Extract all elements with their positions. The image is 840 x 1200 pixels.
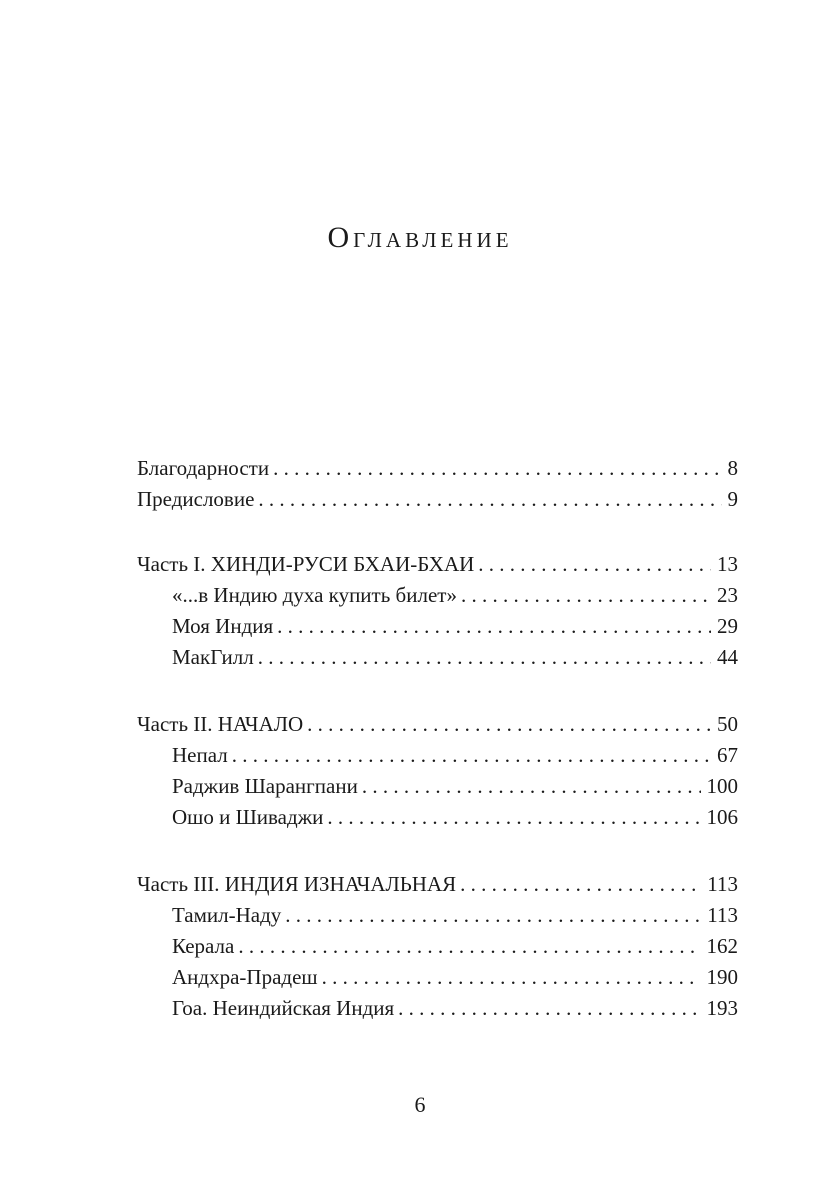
toc-entry: [137, 611, 738, 642]
toc-part-heading-3: [137, 869, 738, 900]
dot-leader: [277, 611, 711, 642]
toc-entry-preface: [137, 484, 738, 515]
toc-entry: [137, 931, 738, 962]
dot-leader: [327, 802, 700, 833]
toc-entry-page: 67: [717, 743, 738, 767]
toc-entry-page: 100: [706, 774, 738, 798]
toc-entry-page: 193: [706, 996, 738, 1020]
toc-part-heading-1: [137, 549, 738, 580]
toc-entry: [137, 802, 738, 833]
dot-leader: [478, 549, 711, 580]
toc-entry-page: 23: [717, 583, 738, 607]
dot-leader: [460, 869, 701, 900]
toc-entry-label: Часть I. ХИНДИ-РУСИ БХАИ-БХАИ: [137, 552, 475, 576]
toc-entry-label: Тамил-Наду: [172, 903, 282, 927]
toc-entry-label: Керала: [172, 934, 235, 958]
dot-leader: [307, 709, 711, 740]
dot-leader: [322, 962, 701, 993]
toc-entry: [137, 580, 738, 611]
toc-entry-page: 13: [717, 552, 738, 576]
toc-entry-label: Ошо и Шиваджи: [172, 805, 324, 829]
section-gap: [137, 515, 738, 549]
dot-leader: [362, 771, 701, 802]
toc-entry-page: 9: [727, 487, 738, 511]
toc-entry-label: Гоа. Неиндийская Индия: [172, 996, 395, 1020]
dot-leader: [273, 453, 721, 484]
toc-entry-label: Раджив Шарангпани: [172, 774, 358, 798]
dot-leader: [232, 740, 711, 771]
toc-entry-page: 44: [717, 645, 738, 669]
dot-leader: [258, 642, 711, 673]
section-gap: [137, 833, 738, 869]
toc-entry: [137, 771, 738, 802]
toc-entry-label: Часть II. НАЧАЛО: [137, 712, 304, 736]
dot-leader: [461, 580, 711, 611]
toc-entry: [137, 642, 738, 673]
toc-entry-acknowledgements: [137, 453, 738, 484]
toc-entry-label: Андхра-Прадеш: [172, 965, 318, 989]
table-of-contents: [137, 453, 738, 1024]
toc-entry-label: МакГилл: [172, 645, 254, 669]
dot-leader: [258, 484, 721, 515]
toc-entry-page: 113: [707, 872, 738, 896]
toc-entry: [137, 993, 738, 1024]
toc-entry-page: 113: [707, 903, 738, 927]
toc-entry: [137, 962, 738, 993]
toc-entry: [137, 740, 738, 771]
dot-leader: [398, 993, 700, 1024]
toc-entry-page: 8: [727, 456, 738, 480]
dot-leader: [238, 931, 700, 962]
toc-entry-label: Часть III. ИНДИЯ ИЗНАЧАЛЬНАЯ: [137, 872, 457, 896]
dot-leader: [285, 900, 701, 931]
section-gap: [137, 673, 738, 709]
toc-part-heading-2: [137, 709, 738, 740]
toc-entry-label: Благодарности: [137, 456, 270, 480]
toc-entry-label: Непал: [172, 743, 228, 767]
toc-entry-label: «...в Индию духа купить билет»: [172, 583, 457, 607]
toc-entry: [137, 900, 738, 931]
page-title: Оглавление: [327, 221, 513, 254]
toc-entry-label: Моя Индия: [172, 614, 274, 638]
toc-entry-page: 162: [706, 934, 738, 958]
toc-entry-page: 50: [717, 712, 738, 736]
toc-entry-label: Предисловие: [137, 487, 255, 511]
toc-entry-page: 190: [706, 965, 738, 989]
toc-entry-page: 29: [717, 614, 738, 638]
page-number: 6: [414, 1092, 426, 1117]
toc-entry-page: 106: [706, 805, 738, 829]
